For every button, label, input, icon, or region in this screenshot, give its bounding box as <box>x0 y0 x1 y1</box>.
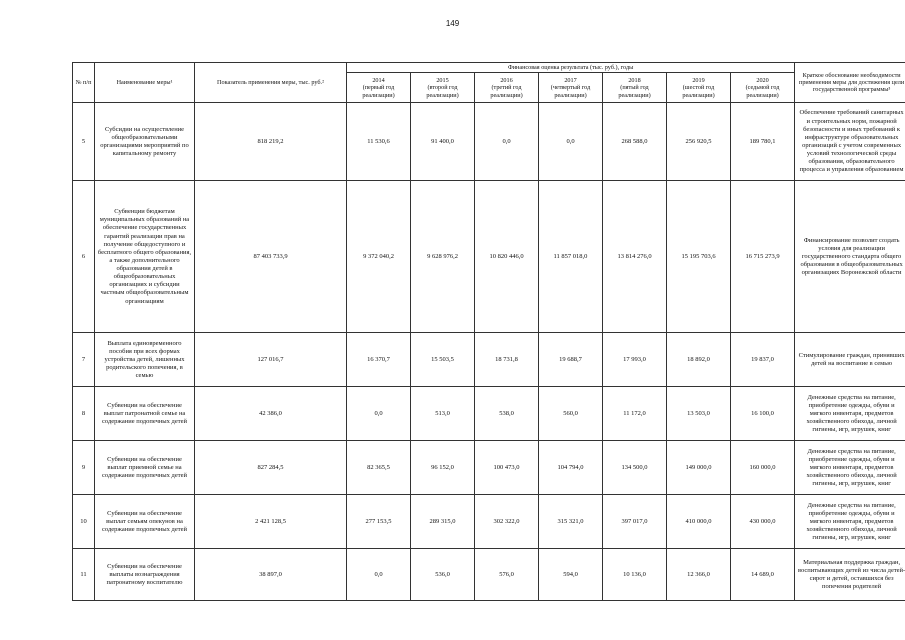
justification-note: Финансирование позволит создать условия для реализации государственного стандарта общего образования в общеобразовательных организациях Воронежской области <box>795 181 905 333</box>
year-value: 315 321,0 <box>539 495 603 549</box>
year-value: 576,0 <box>475 549 539 601</box>
header-name: Наименование меры¹ <box>95 63 195 103</box>
year-value: 189 780,1 <box>731 103 795 181</box>
header-year-note: (четвертый год реализации) <box>550 84 591 99</box>
table-row <box>73 441 905 495</box>
header-year-note: (первый год реализации) <box>362 84 395 99</box>
header-num: № п/п <box>73 63 95 103</box>
table-row <box>73 495 905 549</box>
indicator-value: 827 284,5 <box>195 441 347 495</box>
year-value: 289 315,0 <box>411 495 475 549</box>
measure-name: Субвенции бюджетам муниципальных образований на обеспечение государственных гарантий реализации прав на получение общедоступного и бесплатного общего образования, а также дополнительного образования детей в общеобразовательных организациях и субсидии частным общеобразовательным организациям <box>95 181 195 333</box>
year-value: 160 000,0 <box>731 441 795 495</box>
year-value: 0,0 <box>475 103 539 181</box>
header-year <box>731 73 795 103</box>
table-row <box>73 387 905 441</box>
year-value: 16 370,7 <box>347 333 411 387</box>
header-year-number: 2016 <box>500 76 513 84</box>
year-value: 104 794,0 <box>539 441 603 495</box>
year-value: 410 000,0 <box>667 495 731 549</box>
justification-note: Денежные средства на питание, приобретение одежды, обуви и мягкого инвентаря, предметов хозяйственного обихода, личной гигиены, игр, игрушек, книг <box>795 387 905 441</box>
justification-note: Денежные средства на питание, приобретение одежды, обуви и мягкого инвентаря, предметов хозяйственного обихода, личной гигиены, игр, игрушек, книг <box>795 441 905 495</box>
header-year-note: (третий год реализации) <box>490 84 523 99</box>
year-value: 16 100,0 <box>731 387 795 441</box>
year-value: 0,0 <box>347 387 411 441</box>
row-number: 7 <box>73 333 95 387</box>
justification-note: Стимулирование граждан, принявших детей на воспитание в семью <box>795 333 905 387</box>
measure-name: Субвенции на обеспечение выплаты вознаграждения патронатному воспитателю <box>95 549 195 601</box>
header-year-number: 2014 <box>372 76 385 84</box>
year-value: 19 837,0 <box>731 333 795 387</box>
measure-name: Субвенции на обеспечение выплат приемной семье на содержание подопечных детей <box>95 441 195 495</box>
header-year <box>667 73 731 103</box>
year-value: 19 688,7 <box>539 333 603 387</box>
year-value: 96 152,0 <box>411 441 475 495</box>
indicator-value: 818 219,2 <box>195 103 347 181</box>
table-row <box>73 181 905 333</box>
year-value: 268 588,0 <box>603 103 667 181</box>
table-row <box>73 103 905 181</box>
year-value: 10 136,0 <box>603 549 667 601</box>
indicator-value: 2 421 128,5 <box>195 495 347 549</box>
year-value: 18 731,8 <box>475 333 539 387</box>
year-value: 9 372 040,2 <box>347 181 411 333</box>
year-value: 134 500,0 <box>603 441 667 495</box>
year-value: 430 000,0 <box>731 495 795 549</box>
justification-note: Материальная поддержка граждан, воспитывающих детей из числа детей-сирот и детей, оставшихся без попечения родителей <box>795 549 905 601</box>
year-value: 594,0 <box>539 549 603 601</box>
year-value: 15 195 703,6 <box>667 181 731 333</box>
year-value: 302 322,0 <box>475 495 539 549</box>
header-year <box>603 73 667 103</box>
row-number: 9 <box>73 441 95 495</box>
year-value: 256 920,5 <box>667 103 731 181</box>
table-row <box>73 549 905 601</box>
header-financial: Финансовая оценка результата (тыс. руб.), годы <box>347 63 795 73</box>
header-indicator: Показатель применения меры, тыс. руб.² <box>195 63 347 103</box>
header-year-number: 2017 <box>564 76 577 84</box>
year-value: 10 820 446,0 <box>475 181 539 333</box>
header-year-number: 2015 <box>436 76 449 84</box>
year-value: 18 892,0 <box>667 333 731 387</box>
measure-name: Субвенции на обеспечение выплат семьям опекунов на содержание подопечных детей <box>95 495 195 549</box>
header-year <box>475 73 539 103</box>
header-year-number: 2018 <box>628 76 641 84</box>
year-value: 277 153,5 <box>347 495 411 549</box>
year-value: 0,0 <box>347 549 411 601</box>
header-year <box>539 73 603 103</box>
page-number: 149 <box>445 19 460 28</box>
indicator-value: 42 386,0 <box>195 387 347 441</box>
row-number: 5 <box>73 103 95 181</box>
indicator-value: 87 403 733,9 <box>195 181 347 333</box>
header-year-number: 2020 <box>756 76 769 84</box>
measure-name: Субсидии на осуществление общеобразовательными организациями мероприятий по капитальному ремонту <box>95 103 195 181</box>
year-value: 11 530,6 <box>347 103 411 181</box>
header-year-number: 2019 <box>692 76 705 84</box>
indicator-value: 38 897,0 <box>195 549 347 601</box>
year-value: 15 503,5 <box>411 333 475 387</box>
indicator-value: 127 016,7 <box>195 333 347 387</box>
justification-note: Денежные средства на питание, приобретение одежды, обуви и мягкого инвентаря, предметов хозяйственного обихода, личной гигиены, игр, игрушек, книг <box>795 495 905 549</box>
header-justification: Краткое обоснование необходимости применения меры для достижения цели государственной программы³ <box>795 63 905 103</box>
year-value: 0,0 <box>539 103 603 181</box>
header-year-note: (шестой год реализации) <box>682 84 715 99</box>
year-value: 13 503,0 <box>667 387 731 441</box>
year-value: 16 715 273,9 <box>731 181 795 333</box>
year-value: 9 628 976,2 <box>411 181 475 333</box>
year-value: 513,0 <box>411 387 475 441</box>
year-value: 17 993,0 <box>603 333 667 387</box>
year-value: 82 365,5 <box>347 441 411 495</box>
row-number: 11 <box>73 549 95 601</box>
year-value: 397 017,0 <box>603 495 667 549</box>
year-value: 538,0 <box>475 387 539 441</box>
year-value: 14 689,0 <box>731 549 795 601</box>
measures-table <box>72 62 905 601</box>
year-value: 12 366,0 <box>667 549 731 601</box>
table-row <box>73 333 905 387</box>
measure-name: Выплата единовременного пособия при всех формах устройства детей, лишенных родительского попечения, в семью <box>95 333 195 387</box>
header-year-note: (второй год реализации) <box>426 84 459 99</box>
header-year-note: (пятый год реализации) <box>618 84 651 99</box>
row-number: 10 <box>73 495 95 549</box>
year-value: 11 172,0 <box>603 387 667 441</box>
measure-name: Субвенции на обеспечение выплат патронатной семье на содержание подопечных детей <box>95 387 195 441</box>
justification-note: Обеспечение требований санитарных и строительных норм, пожарной безопасности и иных требований к инфраструктуре образовательных организаций с учетом современных условий технологической среды образования, образовательного процесса и управления образованием <box>795 103 905 181</box>
row-number: 8 <box>73 387 95 441</box>
year-value: 91 400,0 <box>411 103 475 181</box>
year-value: 560,0 <box>539 387 603 441</box>
year-value: 149 000,0 <box>667 441 731 495</box>
header-year <box>347 73 411 103</box>
year-value: 100 473,0 <box>475 441 539 495</box>
header-year <box>411 73 475 103</box>
row-number: 6 <box>73 181 95 333</box>
header-year-note: (седьмой год реализации) <box>745 84 780 99</box>
year-value: 536,0 <box>411 549 475 601</box>
year-value: 13 814 276,0 <box>603 181 667 333</box>
year-value: 11 857 018,0 <box>539 181 603 333</box>
